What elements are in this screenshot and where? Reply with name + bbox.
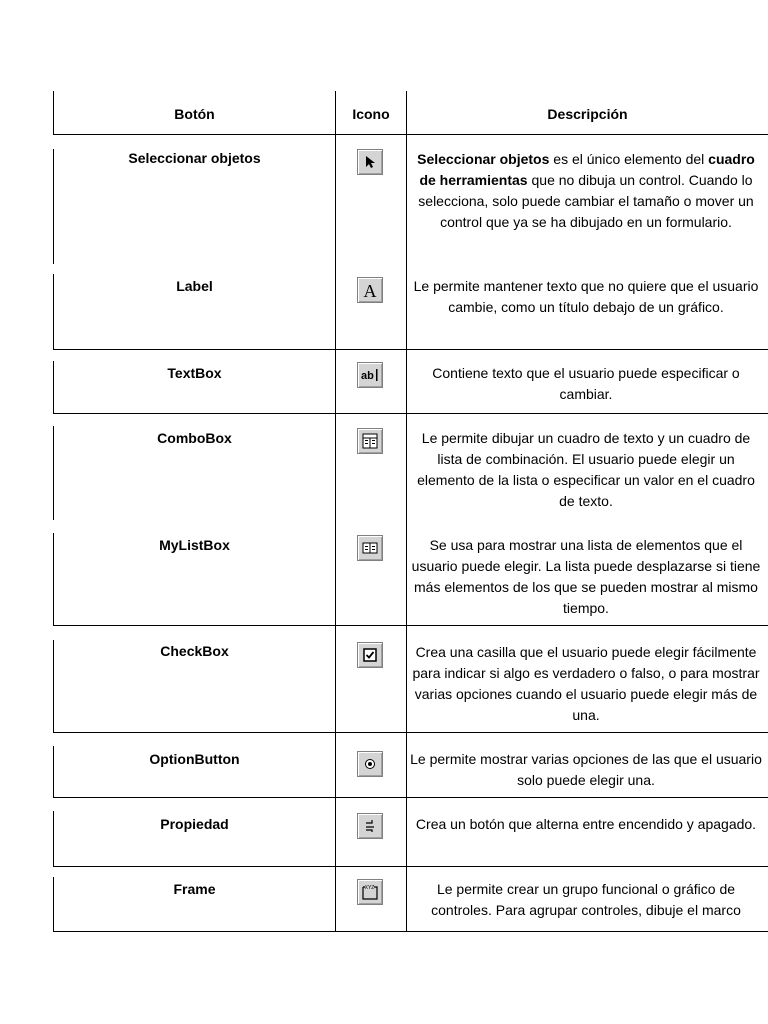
table-rule-header-bottom (53, 134, 768, 135)
label-a-icon (357, 277, 383, 303)
row-description: Le permite mantener texto que no quiere que el usuario cambie, como un título debajo de un gráfico. (413, 278, 759, 315)
desc-bold-term: cuadro de herramientas (419, 151, 755, 188)
row-name: Label (176, 278, 213, 294)
row-description: Crea un botón que alterna entre encendido y apagado. (415, 816, 757, 832)
table-rule (53, 797, 768, 798)
table-left-edge (53, 149, 54, 264)
option-button-icon (357, 751, 383, 777)
row-name: Seleccionar objetos (128, 150, 261, 166)
svg-text:ab: ab (361, 370, 374, 382)
listbox-icon (357, 535, 383, 561)
frame-icon (357, 879, 383, 905)
row-description: Le permite dibujar un cuadro de texto y un cuadro de lista de combinación. El usuario puede elegir un elemento de la lista o especificar un valor en el cuadro de texto. (417, 430, 755, 509)
row-name: Frame (173, 881, 216, 897)
checkbox-icon (357, 642, 383, 668)
table-rule (53, 866, 768, 867)
header-button: Botón (174, 106, 215, 122)
table-rule-bottom (53, 931, 768, 932)
table-rule (53, 349, 768, 350)
pointer-arrow-icon (357, 149, 383, 175)
row-description (408, 149, 764, 233)
row-name: ComboBox (157, 430, 232, 446)
column-divider-2 (406, 91, 407, 932)
row-description: Crea una casilla que el usuario puede elegir fácilmente para indicar si algo es verdadero o falso, o para mostrar varias opciones cuando el usuario puede elegir más de una. (412, 644, 760, 723)
row-description: Le permite mostrar varias opciones de las que el usuario solo puede elegir una. (410, 751, 762, 788)
frame-icon-text: XYZ (364, 885, 375, 891)
header-description: Descripción (547, 106, 628, 122)
desc-bold-term: Seleccionar objetos (417, 151, 550, 167)
row-name: TextBox (167, 365, 222, 381)
toggle-button-icon (357, 813, 383, 839)
column-divider-1 (335, 91, 336, 932)
desc-text: que no dibuja un control. Cuando lo selecciona, solo puede cambiar el tamaño o mover un control que ya se ha dibujado en un formulario. (418, 172, 754, 230)
textbox-ab-icon (357, 362, 383, 388)
row-name: CheckBox (160, 643, 229, 659)
row-name: Propiedad (160, 816, 229, 832)
row-description: Le permite crear un grupo funcional o gráfico de controles. Para agrupar controles, dibuje el marco (431, 881, 741, 918)
row-description: Contiene texto que el usuario puede especificar o cambiar. (432, 365, 740, 402)
svg-text:A: A (363, 281, 377, 299)
table-rule (53, 625, 768, 626)
table-rule (53, 732, 768, 733)
table-rule (53, 413, 768, 414)
row-name: MyListBox (159, 537, 230, 553)
row-description: Se usa para mostrar una lista de elementos que el usuario puede elegir. La lista puede desplazarse si tiene más elementos de los que se pueden mostrar al mismo tiempo. (411, 537, 761, 616)
combobox-icon (357, 428, 383, 454)
desc-text: es el único elemento del (549, 151, 709, 167)
header-icon: Icono (352, 106, 390, 122)
row-name: OptionButton (149, 751, 240, 767)
